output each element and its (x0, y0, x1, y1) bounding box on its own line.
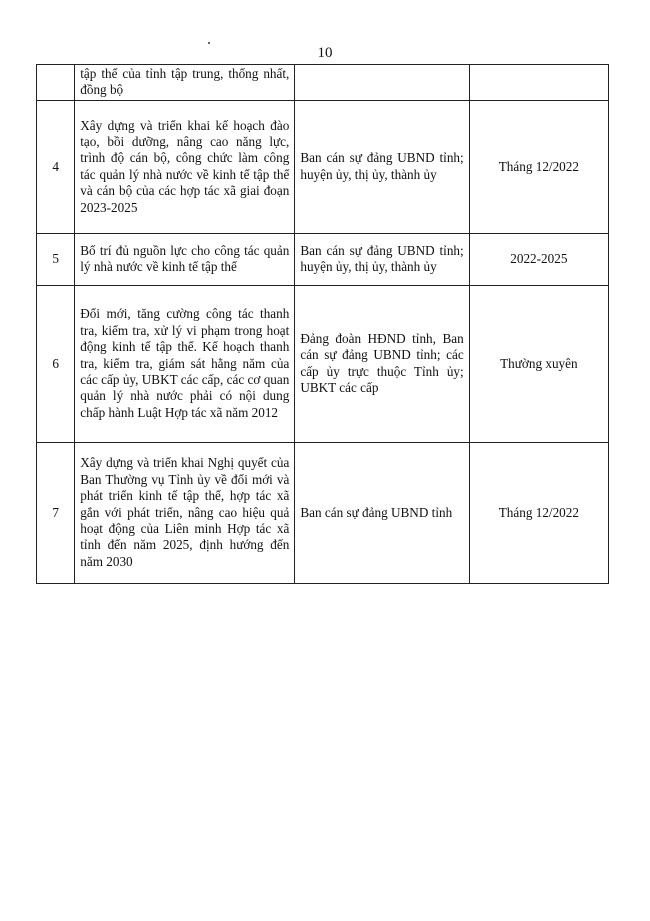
time-cell: 2022-2025 (469, 233, 608, 285)
owner-cell: Ban cán sự đảng UBND tỉnh; huyện ủy, thị ủy, thành ủy (295, 233, 469, 285)
owner-cell (295, 65, 469, 101)
owner-cell: Ban cán sự đảng UBND tỉnh (295, 442, 469, 583)
row-number-cell: 6 (37, 285, 75, 442)
task-table (36, 64, 609, 584)
time-cell: Thường xuyên (469, 285, 608, 442)
row-number-cell: 4 (37, 100, 75, 233)
table-row (37, 100, 609, 233)
owner-cell: Đảng đoàn HĐND tỉnh, Ban cán sự đảng UBND tỉnh; các cấp ủy trực thuộc Tỉnh ủy; UBKT các cấp (295, 285, 469, 442)
row-number-cell (37, 65, 75, 101)
task-cell: Đổi mới, tăng cường công tác thanh tra, kiểm tra, xử lý vi phạm trong hoạt động kinh tế tập thể. Kế hoạch thanh tra, kiểm tra, giám sát hằng năm của các cấp ủy, UBKT các cấp, các cơ quan quản lý nhà nước phải có nội dung chấp hành Luật Hợp tác xã năm 2012 (75, 285, 295, 442)
task-cell: tập thể của tỉnh tập trung, thống nhất, đồng bộ (75, 65, 295, 101)
table-row (37, 65, 609, 101)
task-cell: Xây dựng và triển khai Nghị quyết của Ban Thường vụ Tỉnh ủy về đổi mới và phát triển kinh tế tập thể, hợp tác xã gắn với phát triển, nâng cao hiệu quả hoạt động của Liên minh Hợp tác xã tỉnh đến năm 2025, định hướng đến năm 2030 (75, 442, 295, 583)
owner-cell: Ban cán sự đảng UBND tỉnh; huyện ủy, thị ủy, thành ủy (295, 100, 469, 233)
row-number-cell: 5 (37, 233, 75, 285)
table-row (37, 285, 609, 442)
task-cell: Xây dựng và triển khai kế hoạch đào tạo, bồi dưỡng, nâng cao năng lực, trình độ cán bộ, công chức làm công tác quản lý nhà nước về kinh tế tập thể và cán bộ của các hợp tác xã giai đoạn 2023-2025 (75, 100, 295, 233)
page-number: 10 (317, 45, 333, 61)
row-number-cell: 7 (37, 442, 75, 583)
task-cell: Bố trí đủ nguồn lực cho công tác quản lý nhà nước về kinh tế tập thể (75, 233, 295, 285)
table-row (37, 233, 609, 285)
table-row (37, 442, 609, 583)
time-cell: Tháng 12/2022 (469, 442, 608, 583)
time-cell (469, 65, 608, 101)
time-cell: Tháng 12/2022 (469, 100, 608, 233)
